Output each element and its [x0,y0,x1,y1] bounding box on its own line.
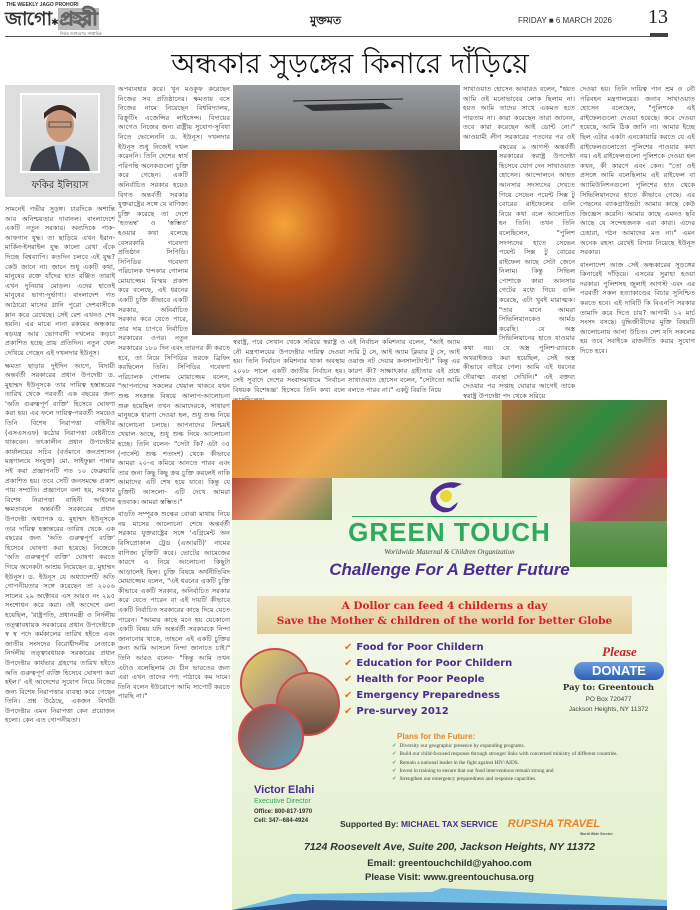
banner-line-2: Save the Mother & children of the world for better Globe [276,615,613,627]
check-icon: ✔ [344,674,353,685]
paragraph: দেওয়া হয়। তিনি দায়িত্ব পান শ্রম ও নৌ পরিবহন মন্ত্রণালয়ের। জনাব সাখাওয়াত হোসেন বলেছেন, "পুলিশকে এই রাইফেলগুলো দেওয়া হয়েছে। কবে দেওয়া হয়েছে, আমি ঠিক জানি না। আমার ইচ্ছে ছিল এটার একটা এনকোয়ারি করতে যে এই রাইফেলগুলোতো পুলিশের পাওয়ার কথা নয়। এই রাইফেলগুলো পুলিশকে দেওয়া হল কখন, কী কারণে এবং কেন। "তো ওই প্রসঙ্গে আমি বলেছিলাম এই রাইফেল বা অ্যামিউনিশনগুলো পুলিশের হাত থেকে সিভিলিয়ানদের হাতে কীভাবে গেছে। এর পেছনের ব্যাকগ্রাউন্ডটা আমার কাছে কেউ জিজ্ঞেস করেনি। আমার কাছে এমনও ছবি আছে যে সন্দেহজনক এরা কারা। এদের চেহারা, গঠন আমাদের মত না।" এমন অনেক রহস্য রেখেই বিদায় নিয়েছে ইউনূস সরকার। [580,85,695,257]
ad-address: 7124 Roosevelt Ave, Suite 200, Jackson Heights, NY 11372 [303,841,596,853]
paragraph: অপব্যবহার করে। খুন মওকুফ করেছেন নিজের সব প্রতিষ্ঠানের। ক্ষমতায় বসে নিজের নামে নিয়েছেন বিশ্ববিদ্যালয়, রিক্রুটিং এজেন্সির লাইসেন্স। বিদায়ের আগেও নিজের জন্য রাষ্ট্রীয় সুযোগ-সুবিধা নিতে ভোলেননি ড. ইউনূস। দখলদার ইউনূস শুধু নিজেই দখল করেননি। তিনি দেশের স্বার্থ পরিপন্থি অনেকগুলো চুক্তি করে গেছেন। একটি অনির্বাচিত সরকার হয়েও বিগত অন্তর্বর্তী সরকার যুক্তরাষ্ট্রের সঙ্গে যে বাণিজ্য চুক্তি করেছে তা দেশে 'হতভম্ব' ও 'স্তম্ভিত' হওয়ার কথা বলেছে বেসরকারি গবেষণা প্রতিষ্ঠান সিপিডি। সিপিডির গবেষণা পরিচালক খন্দকার গোলাম মোয়াজ্জেম বিস্ময় প্রকাশ করে বলেছে, এই ধরনের একটি চুক্তি কীভাবে একটি সরকার, অনির্বাচিত সরকার করে যেতে পারে, তার দায় চাপবে নির্বাচিত সরকারের ওপর। নতুন সরকারের ১৮০ দিন এবং তারপর কী করতে হবে, তা নিয়ে সিপিডির তরফে ব্রিফিং করছিলেন তিনি। সিপিডির গবেষণা পরিচালক গোলাম মোয়াজ্জেম বলেন, "আপনাদের সকলের খেয়াল থাকবে যখন শুল্ক সংক্রান্ত বিষয়ে আলাপ-আলোচনা শুরু হয়েছিল তখন আমাদেরকে, সাধারণ মানুষকে ধারণা দেওয়া হল, শুধু শুল্ক নিয়ে আলোচনা চলছে। আপনাদের নিশ্চয়ই খেয়াল আছে, শুধু শুল্ক নিয়ে আলোচনা হচ্ছে। তিনি বলেন- "সেটা কি? এটা ৩৫ (পার্সেন্ট শুল্ক শতাংশ) থেকে কীভাবে আমরা ২০-এ কমিয়ে আনতে পারব এবং তার জন্য কিছু কিছু ক্রয় চুক্তি করলেই নাকি আমাদের এটি শেষ হয়ে যাবে। কিন্তু যে চুক্তিটি আসলো- এটি দেখে আমরা হতবাক। আমরা স্তম্ভিত।" [118,85,230,506]
paragraph: বাড়তি সম্পূরক শুল্কের বোঝা মাথায় নিয়ে নয় মাসের আলোচনা শেষে অন্তর্বর্তী সরকার যুক্তরাষ্ট্রের সঙ্গে 'এগ্রিমেন্ট অন রিসিপ্রোকাল ট্রেড (এআরটি)' নামের বাণিজ্য চুক্তিটি করে। ভোটের আমেজের কারণে এ নিয়ে আলোচনা কিছুটা আড়ালেই ছিল। চুক্তি বিষয়ে অর্থনীতিবিদ মোয়াজ্জেম বলেন, "এই ধরনের একটি চুক্তি কীভাবে একটি সরকার, অনির্বাচিত সরকার করে যেতে পারেন বা এই দায়টি কীভাবে একটি নির্বাচিত সরকারের কাছে দিয়ে যেতে পারেন। "আমার কাছে মনে হয় যেকোনো একটি বিষয় যদি অন্তর্বর্তী সরকারকে নিন্দা জানানোর থাকে, তাহলে এই একটি চুক্তির জন্য আমি আসলে নিন্দা জানাতে চাই।" তিনি আরও বলেন- "কিন্তু আমি তখন এটাও বলেছিলাম যে চীন ভারতের জন্য এরা এখন তাদের পণ্য পাঠাবে কম দামে। তিনি বলেন ইউরোপে আমি সাপোর্ট করতে পারছি না।" [118,510,230,701]
org-subtitle: Worldwide Maternal & Children Organization [384,548,515,556]
service-item: ✔ Emergency Preparedness [344,690,500,701]
article-column-3 [233,338,345,398]
logo-subtitle: নির্ভয় জাগরণের সাপ্তাহিক [60,31,102,36]
section-name: মুক্তমত [310,14,342,27]
green-touch-logo-icon [424,480,472,516]
dateline: FRIDAY ■ 6 MARCH 2026 [518,16,612,25]
ad-website[interactable]: Please Visit: www.greentouchusa.org [365,872,534,883]
ad-email[interactable]: Email: greentouchchild@yahoo.com [367,858,532,869]
logo-part-a: জাগো [5,8,52,30]
author-photo [20,93,100,173]
pay-to: Pay to: Greentouch [562,683,655,693]
banner-line-1: A Dollor can feed 4 childerns a day [341,600,548,612]
ad-photo-girls [570,478,667,521]
contact-phones: Office: 800-817-1970 Cell: 347--684-4924 [254,809,313,824]
org-name: GREEN TOUCH [348,517,551,547]
paragraph: স্বরাষ্ট্র, পরে সেখান থেকে সরিয়ে স্বরাষ্ট্র ও নৌ মন্ত্রণালয়ের উপদেষ্টার দায়িত্ব দেওয়া হয়। তিনি নির্বাচন কমিশনার থাকা অবস্থায় ২০০৮ সালে একটি জাতীয় নির্বাচন হয়। সেই সুবাদে দেশের সংবাদমাধ্যমে 'নির্বাচন বিষয়ক বিশেষজ্ঞ' হিসেবে তিনি কথা বলে [233,338,345,394]
plans-title: Plans for the Future: [397,732,476,741]
header-rule-block [650,33,668,37]
plan-item: ✔ Diversity our geographic presence by expanding programs. [392,743,525,749]
sponsor-michael: MICHAEL TAX SERVICE [400,819,498,829]
po-box: PO Box 720477 Jackson Heights, NY 11372 [568,696,649,713]
ad-banner [257,596,632,634]
header-rule [5,36,650,37]
check-icon: ✔ [344,690,353,701]
service-item: ✔ Pre-survey 2012 [344,706,449,717]
services-list [344,640,562,720]
page-number: 13 [648,6,668,28]
ad-slogan: Challenge For A Better Future [329,560,570,579]
contact-name: Victor Elahi [254,784,315,796]
article-column-1 [5,205,115,910]
check-icon: ✔ [344,642,353,653]
ad-photo-classroom [502,400,667,478]
check-icon: ✔ [344,658,353,669]
paragraph: সাখাওয়াত হোসেন আবারও বলেন, "হয়ত আমি ওই মনোভাবের লোক ছিলাম না। হয়ত আমি তাদের সাথে একমত হতে পারতাম না। কারা করেছেন তারা জানেন, তবে কারা করেছেন আই ডোন্ট নো।" আওয়ামী লীগ সরকারের পতনের পর ওই বছরের ৯ আগস্ট অন্তর্বর্তী সরকারের স্বরাষ্ট্র উপদেষ্টা হিসেবে যোগ দেন সাখাওয়াত হোসেন। আন্দোলনে আহত আনসার সদস্যদের দেখতে গিয়ে সেভেন পয়েন্ট সিক্স টু বোরের রাইফেলের গুলি নিয়ে কথা বলে আলোচিত হন তিনি। তখন তিনি বলেছিলেন, "পুলিশ সদস্যদের হাতে সেভেন পয়েন্ট সিক্স টু বোরের রাইফেল আছে সেটা জেনে নিলাম। কিন্তু সিভিল পোশাকে কারা আনসার গেটের মধ্যে গিয়ে গুলি করেছে, এটা খুবই মারাত্মক। "তার মানে আমরা সিভিলিয়ানকেও আর্মড করেছি। যে অস্ত্র সিভিলিয়ানের হাতে যাওয়ার কথা নয়। যে অস্ত্র পুলিশ-র‌্যাবকে অথরাইজড করা হয়েছিল, সেই অস্ত্র কীভাবে বাইরে গেল। আমি এই ধরনের দৌরাত্ম্য ব্যবস্থা দেখিনি।" এই বক্তব্য দেওয়ার পর সপ্তাহ ঘোরার আগেই তাকে স্বরাষ্ট্র উপদেষ্টা পদ থেকে সরিয়ে [463,85,575,400]
please-label: Please [602,644,637,659]
ad-circle-photo-3 [238,704,304,770]
ad-footer-wave [232,886,667,910]
paragraph: বাংলাদেশ আজ সেই অন্ধকারের সুড়ঙ্গের কিনারেই দাঁড়িয়ে। এসবের সুরাহা হওয়া দরকার। পুলিশসহ জুলাই আগস্ট এবং এর পরবর্তী সকল হত্যাকাণ্ডের বিচার সুনিশ্চিত করতে হবে। এই দাবিটি কি বিএনপি সরকার তামাদি করে দিতে চায়? আগামী ১২ মার্চ সংসদ বসছে। বুদ্ধিজীবীদের মুক্তি বিষয়টি আলোচনায় আনা উচিত। দেশ যদি সকলের হয় তবে সবাইকে রাজনীতি করার সুযোগ দিতে হবে। [580,260,695,356]
helicopter-icon [303,103,393,111]
logo-star-icon: ✱ [51,18,58,28]
sponsors: Supported By: MICHAEL TAX SERVICE RUPSHA TRAVEL [340,818,601,830]
sponsor-rupsha: RUPSHA TRAVEL [507,818,601,830]
ad-photo-children-smiling [232,400,502,478]
service-item: ✔ Education for Poor Childern [344,658,513,669]
service-item: ✔ Food for Poor Childern [344,642,484,653]
plan-item: ✔ Invest in training to ensure that our food interventions remain strong and [392,767,554,774]
ad-photo-group [232,478,332,520]
donate-button[interactable]: DONATE [574,662,664,680]
service-item: ✔ Health for Poor People [344,674,485,685]
plans-list [392,742,662,783]
paragraph: ক্ষমতা ছাড়ার দুইদিন আগে, বিদায়ী অন্তর্বর্তী সরকারের প্রধান উপদেষ্টা ড. মুহাম্মদ ইউনূসকে তার দায়িত্ব হস্তান্তরের তারিখ থেকে পরবর্তী এক বছরের জন্য 'অতি গুরুত্বপূর্ণ ব্যক্তি' হিসেবে ঘোষণা করা হয়। এর ফলে দায়িত্ব-পরবর্তী সময়েও তিনি বিশেষ নিরাপত্তা বাহিনীর (এসএসএফ) কঠোর নিরাপত্তা বেষ্টনীতে থাকবেন। তৎকালীন প্রধান উপদেষ্টার কার্যালয়ের সচিব (বর্তমানে জনপ্রশাসন মন্ত্রণালয়ে সংযুক্ত) মো. সাইফুল্লা পান্নার সই করা প্রজ্ঞাপনটি গত ১০ ফেব্রুয়ারি প্রকাশিত হয়। তবে সেটি জনসমক্ষে প্রকাশ পায় সম্প্রতি। প্রজ্ঞাপনে বলা হয়, সরকার বিশেষ নিরাপত্তা বাহিনী আইনের ক্ষমতাবলে অন্তর্বর্তী সরকারের প্রধান উপদেষ্টা অধ্যাপক ড. মুহাম্মদ ইউনূসকে তার দায়িত্ব হস্তান্তরের তারিখ থেকে এক বছরের জন্য 'অতি গুরুত্বপূর্ণ ব্যক্তি' হিসেবে ঘোষণা করা হয়েছে। নিজেকে 'অতি গুরুত্বপূর্ণ ব্যক্তি' ঘোষণা করতে গিয়ে অনেকটা আশ্রয় নিয়েছেন ড. মুহাম্মদ ইউনূস। ড. ইউনূস যে অধ্যাদেশটি অতি গোপনীয়তার সঙ্গে করেছেন তা ২০০৬ সালের ২৯ অক্টোবর এস আরও নং ২৯৫ সংশোধন করে করা। ওই আদেশে বলা হয়েছিল, 'রাষ্ট্রপতি, প্রধানমন্ত্রী ও নির্দলীয় তত্ত্বাবধায়ক সরকারের প্রধান উপদেষ্টাকে স্ব স্ব পদে কর্মকালের তারিখ হইতে এবং জাতীয় সংসদের বিরোধীদলীয় নেতাকে নির্দলীয় তত্ত্বাবধায়ক সরকারের প্রধান উপদেষ্টার কার্যভার গ্রহণের তারিখ হইতে অতি গুরুত্বপূর্ণ ব্যক্তি হিসেবে ঘোষণা করা হইল।' এই আদেশের সুযোগ নিয়ে নিজের জন্য বিশেষ নিরাপত্তার ব্যবস্থা করে গেছেন তিনি। প্রশ্ন উঠেছে, একজন বিদায়ী উপদেষ্টার এমন নিরাপত্তা কেন প্রয়োজন হলো। কেন এত গোপনীয়তা। [5,361,115,725]
plan-item: ✔ Strengthen our emergency preparedness and response capacities. [392,776,537,783]
article-column-6 [580,85,695,398]
article-headline: অন্ধকার সুড়ঙ্গের কিনারে দাঁড়িয়ে [171,47,529,80]
logo-part-b: প্রহরী [59,8,97,30]
contact-title: Executive Director [254,798,311,805]
paragraph: এই নির্বাচন কমিশনার বলেন, "আই অ্যাম স্যরি টু সে, আই অ্যাম ক্লিয়ার টু সে, আই ওয়াজ নট দেয়ার কনসালট্যান্ট।" কিন্তু এর কারণ কী? সাক্ষাৎকার গ্রহীতার এই প্রশ্নে সাখাওয়াত হোসেন বলেন, "সেটাতো আমি বলতে পারব না।" একটু বিরতি নিয়ে [348,338,460,394]
war-image-sky [233,85,460,151]
article-column-4 [348,338,460,398]
paragraph: সামনেই গভীর সুড়ঙ্গ। চারদিকে অশান্তি আর অনিশ্চয়তার দাবানল। বাংলাদেশে একটি নতুন সরকার। অন্যদিকে পাক-আফগান যুদ্ধ। তা ছাড়িয়ে এখন ইরান-মার্কিন-ইসরাইল যুদ্ধ কালো রেখা এঁকে দিচ্ছে বিশ্বব্যাপি। কতদিন চলবে এই যুদ্ধ? কেউ জানে না। জানে শুধু একটি কথা, মানুষের রক্তে যাঁদের হাত রঞ্জিত তারাই এখন দুনিয়ার মোড়ল। এদের হাতেই মানুষের ভাগ্য-দুর্ভাগ্য। বাংলাদেশ গত আঠারো মাসের গ্লানি পুরো দেশবাসীকে ম্লান করে রেখেছে। সেই রেশ এখনও শেষ হয়নি। এর মাঝে নানা রকমের অন্ধকার ষড়যন্ত্র আর ভোগবাদী দখলের কড়চা প্রকাশিত হচ্ছে প্রায় প্রতিদিন। নতুন খেল দেখিয়ে গেছেন এই দখলদার ইউনূস। [5,205,115,357]
plan-item: ✔ Build our child-focused response through stronger links with concerned ministry of different countries. [392,751,618,758]
green-touch-ad[interactable] [232,400,667,910]
masthead-tagline: THE WEEKLY JAGO PROHORI [6,2,79,8]
plan-item: ✔ Remain a national leader in the fight against HIV/AIDS. [392,759,520,766]
author-name: ফকির ইলিয়াস [31,180,89,191]
sponsor-2-subtitle: World Wide Service [580,832,613,836]
check-icon: ✔ [344,706,353,717]
war-image [192,150,497,335]
